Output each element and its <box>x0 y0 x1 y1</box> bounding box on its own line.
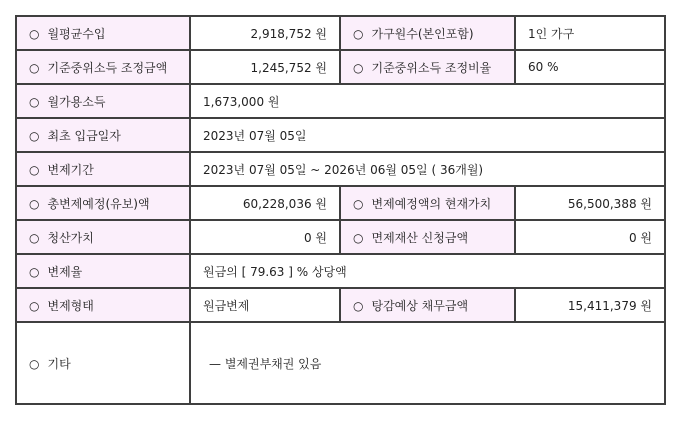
circle-bullet-icon: ○ <box>353 196 364 211</box>
circle-bullet-icon: ○ <box>29 298 40 313</box>
first-payment-date-label-cell <box>16 118 190 152</box>
household-value: 1인 가구 <box>515 16 665 50</box>
disposable-income-label-cell <box>16 84 190 118</box>
other-label-cell <box>16 322 190 404</box>
repayment-type-value: 원금변제 <box>190 288 340 322</box>
exempt-property-label-cell <box>340 220 515 254</box>
circle-bullet-icon: ○ <box>29 196 40 211</box>
monthly-income-value: 2,918,752 원 <box>190 16 340 50</box>
circle-bullet-icon: ○ <box>353 26 364 41</box>
adjusted-median-label: 기준중위소득 조정금액 <box>47 60 168 75</box>
adjusted-median-value: 1,245,752 원 <box>190 50 340 84</box>
adjusted-median-label-cell <box>16 50 190 84</box>
adjusted-ratio-label-cell <box>340 50 515 84</box>
first-payment-date-label: 최초 입금일자 <box>47 128 121 143</box>
present-value-label-cell <box>340 186 515 220</box>
row-total-planned <box>16 186 665 220</box>
circle-bullet-icon: ○ <box>29 264 40 279</box>
repayment-rate-value: 원금의 [ 79.63 ] % 상당액 <box>190 254 665 288</box>
circle-bullet-icon: ○ <box>29 60 40 75</box>
repayment-rate-label: 변제율 <box>47 264 83 279</box>
adjusted-ratio-label: 기준중위소득 조정비율 <box>371 60 492 75</box>
row-repayment-rate <box>16 254 665 288</box>
disposable-income-label: 월가용소득 <box>47 94 106 109</box>
circle-bullet-icon: ○ <box>353 298 364 313</box>
total-planned-label: 총변제예정(유보)액 <box>47 196 150 211</box>
circle-bullet-icon: ○ <box>29 94 40 109</box>
disposable-income-value: 1,673,000 원 <box>190 84 665 118</box>
repayment-summary-table <box>15 15 666 405</box>
liquidation-value-label-cell <box>16 220 190 254</box>
circle-bullet-icon: ○ <box>29 356 40 371</box>
repayment-type-label: 변제형태 <box>47 298 94 313</box>
expected-reduction-label-cell <box>340 288 515 322</box>
row-repayment-type <box>16 288 665 322</box>
row-liquidation-value <box>16 220 665 254</box>
adjusted-ratio-value: 60 % <box>515 50 665 84</box>
circle-bullet-icon: ○ <box>29 128 40 143</box>
exempt-property-value: 0 원 <box>515 220 665 254</box>
exempt-property-label: 면제재산 신청금액 <box>371 230 469 245</box>
other-value: — 별제권부채권 있음 <box>190 322 665 404</box>
circle-bullet-icon: ○ <box>29 162 40 177</box>
repayment-rate-label-cell <box>16 254 190 288</box>
row-other <box>16 322 665 404</box>
circle-bullet-icon: ○ <box>29 26 40 41</box>
row-first-payment-date <box>16 118 665 152</box>
total-planned-value: 60,228,036 원 <box>190 186 340 220</box>
household-label-cell <box>340 16 515 50</box>
repayment-type-label-cell <box>16 288 190 322</box>
present-value-value: 56,500,388 원 <box>515 186 665 220</box>
repayment-period-value: 2023년 07월 05일 ~ 2026년 06월 05일 ( 36개월) <box>190 152 665 186</box>
liquidation-value-value: 0 원 <box>190 220 340 254</box>
expected-reduction-value: 15,411,379 원 <box>515 288 665 322</box>
liquidation-value-label: 청산가치 <box>47 230 94 245</box>
repayment-period-label: 변제기간 <box>47 162 94 177</box>
monthly-income-label: 월평균수입 <box>47 26 106 41</box>
row-repayment-period <box>16 152 665 186</box>
first-payment-date-value: 2023년 07월 05일 <box>190 118 665 152</box>
household-label: 가구원수(본인포함) <box>371 26 474 41</box>
expected-reduction-label: 탕감예상 채무금액 <box>371 298 469 313</box>
circle-bullet-icon: ○ <box>353 60 364 75</box>
row-disposable-income <box>16 84 665 118</box>
total-planned-label-cell <box>16 186 190 220</box>
other-label: 기타 <box>47 356 71 371</box>
circle-bullet-icon: ○ <box>29 230 40 245</box>
monthly-income-label-cell <box>16 16 190 50</box>
present-value-label: 변제예정액의 현재가치 <box>371 196 492 211</box>
circle-bullet-icon: ○ <box>353 230 364 245</box>
repayment-period-label-cell <box>16 152 190 186</box>
row-adjusted-median <box>16 50 665 84</box>
row-monthly-income <box>16 16 665 50</box>
